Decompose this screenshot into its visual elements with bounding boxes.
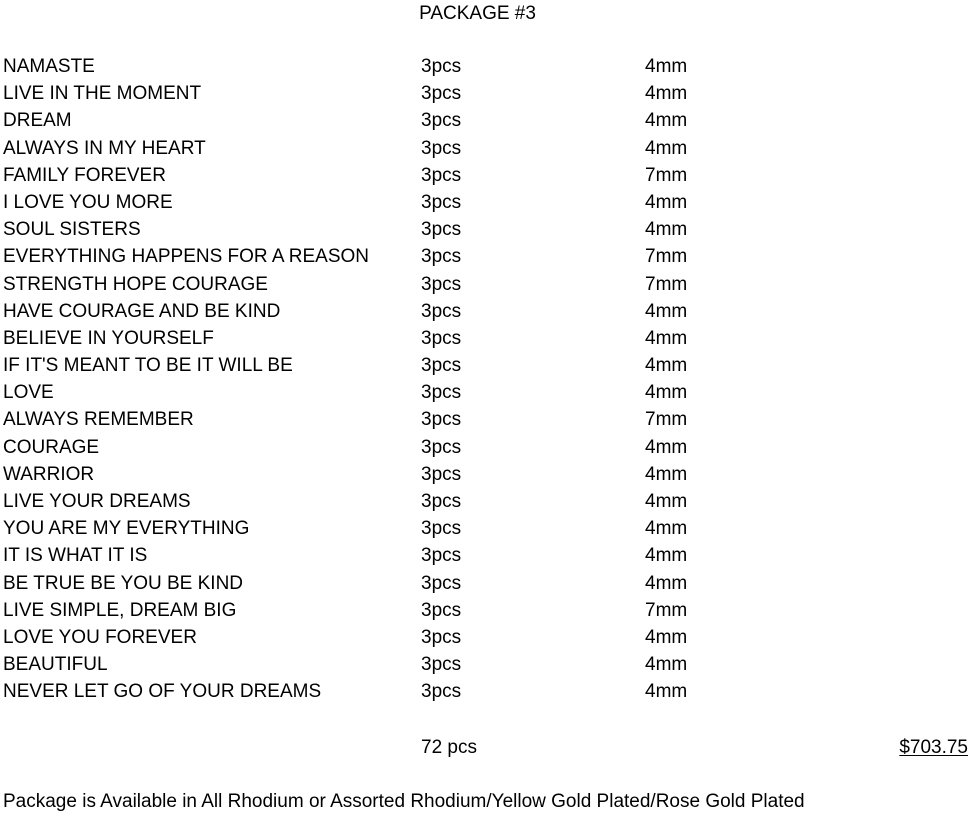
total-pieces: 72 pcs: [421, 737, 477, 758]
item-size: 7mm: [645, 409, 688, 431]
item-name: EVERYTHING HAPPENS FOR A REASON: [3, 246, 370, 268]
item-size: 4mm: [645, 654, 688, 676]
item-quantity: 3pcs: [421, 463, 462, 485]
list-item: [3, 274, 973, 301]
item-name: ALWAYS REMEMBER: [3, 409, 194, 431]
list-item: [3, 328, 973, 355]
item-quantity: 3pcs: [421, 599, 462, 621]
item-size: 4mm: [645, 137, 688, 159]
item-name: NAMASTE: [3, 56, 95, 77]
item-name: BEAUTIFUL: [3, 654, 108, 676]
item-name: IF IT'S MEANT TO BE IT WILL BE: [3, 355, 293, 377]
list-item: [3, 654, 973, 681]
item-quantity: 3pcs: [421, 409, 462, 431]
item-size: 4mm: [645, 327, 688, 349]
list-item: [3, 491, 973, 518]
list-item: [3, 627, 973, 654]
item-name: DREAM: [3, 110, 72, 132]
list-item: [3, 192, 973, 219]
item-quantity: 3pcs: [421, 355, 462, 377]
list-item: [3, 301, 973, 328]
item-quantity: 3pcs: [421, 300, 462, 322]
item-name: IT IS WHAT IT IS: [3, 545, 148, 567]
item-name: BE TRUE BE YOU BE KIND: [3, 572, 244, 594]
list-item: [3, 138, 973, 165]
item-name: FAMILY FOREVER: [3, 164, 166, 186]
item-name: NEVER LET GO OF YOUR DREAMS: [3, 681, 322, 703]
item-size: 4mm: [645, 83, 688, 105]
item-quantity: 3pcs: [421, 191, 462, 213]
item-size: 4mm: [645, 436, 688, 458]
item-name: STRENGTH HOPE COURAGE: [3, 273, 268, 295]
list-item: [3, 437, 973, 464]
item-size: 4mm: [645, 56, 688, 77]
item-size: 4mm: [645, 191, 688, 213]
list-item: [3, 110, 973, 137]
item-size: 7mm: [645, 164, 688, 186]
item-name: LIVE IN THE MOMENT: [3, 83, 202, 105]
item-size: 4mm: [645, 300, 688, 322]
item-name: YOU ARE MY EVERYTHING: [3, 518, 250, 540]
item-list: [3, 56, 973, 709]
list-item: [3, 518, 973, 545]
item-name: LIVE SIMPLE, DREAM BIG: [3, 599, 237, 621]
list-item: [3, 83, 973, 110]
item-quantity: 3pcs: [421, 491, 462, 512]
total-price: $703.75: [899, 737, 968, 758]
availability-note: Package is Available in All Rhodium or Assorted Rhodium/Yellow Gold Plated/Rose Gold Plated: [3, 791, 805, 812]
item-quantity: 3pcs: [421, 626, 462, 648]
item-quantity: 3pcs: [421, 137, 462, 159]
list-item: [3, 355, 973, 382]
list-item: [3, 600, 973, 627]
item-name: I LOVE YOU MORE: [3, 191, 173, 213]
item-size: 4mm: [645, 572, 688, 594]
list-item: [3, 681, 973, 708]
list-item: [3, 165, 973, 192]
item-quantity: 3pcs: [421, 545, 462, 567]
item-quantity: 3pcs: [421, 56, 462, 77]
item-size: 4mm: [645, 626, 688, 648]
item-quantity: 3pcs: [421, 518, 462, 540]
item-name: LOVE YOU FOREVER: [3, 626, 197, 648]
item-size: 7mm: [645, 246, 688, 268]
item-quantity: 3pcs: [421, 164, 462, 186]
item-quantity: 3pcs: [421, 83, 462, 105]
item-size: 4mm: [645, 518, 688, 540]
item-name: SOUL SISTERS: [3, 219, 141, 241]
item-name: WARRIOR: [3, 463, 95, 485]
item-name: HAVE COURAGE AND BE KIND: [3, 300, 281, 322]
item-name: BELIEVE IN YOURSELF: [3, 327, 214, 349]
item-size: 7mm: [645, 273, 688, 295]
item-size: 4mm: [645, 491, 688, 512]
list-item: [3, 545, 973, 572]
item-quantity: 3pcs: [421, 654, 462, 676]
item-quantity: 3pcs: [421, 219, 462, 241]
list-item: [3, 573, 973, 600]
list-item: [3, 409, 973, 436]
item-name: ALWAYS IN MY HEART: [3, 137, 206, 159]
item-size: 4mm: [645, 463, 688, 485]
item-quantity: 3pcs: [421, 110, 462, 132]
item-quantity: 3pcs: [421, 382, 462, 404]
item-quantity: 3pcs: [421, 273, 462, 295]
item-quantity: 3pcs: [421, 681, 462, 703]
item-quantity: 3pcs: [421, 436, 462, 458]
item-quantity: 3pcs: [421, 246, 462, 268]
item-size: 4mm: [645, 355, 688, 377]
item-size: 4mm: [645, 219, 688, 241]
item-size: 4mm: [645, 681, 688, 703]
list-item: [3, 464, 973, 491]
list-item: [3, 382, 973, 409]
list-item: [3, 246, 973, 273]
item-size: 4mm: [645, 382, 688, 404]
list-item: [3, 56, 973, 83]
item-name: LIVE YOUR DREAMS: [3, 491, 191, 512]
item-size: 4mm: [645, 110, 688, 132]
list-item: [3, 219, 973, 246]
page-title: PACKAGE #3: [419, 3, 536, 24]
item-quantity: 3pcs: [421, 572, 462, 594]
item-name: LOVE: [3, 382, 54, 404]
item-size: 4mm: [645, 545, 688, 567]
item-name: COURAGE: [3, 436, 100, 458]
item-size: 7mm: [645, 599, 688, 621]
item-quantity: 3pcs: [421, 327, 462, 349]
